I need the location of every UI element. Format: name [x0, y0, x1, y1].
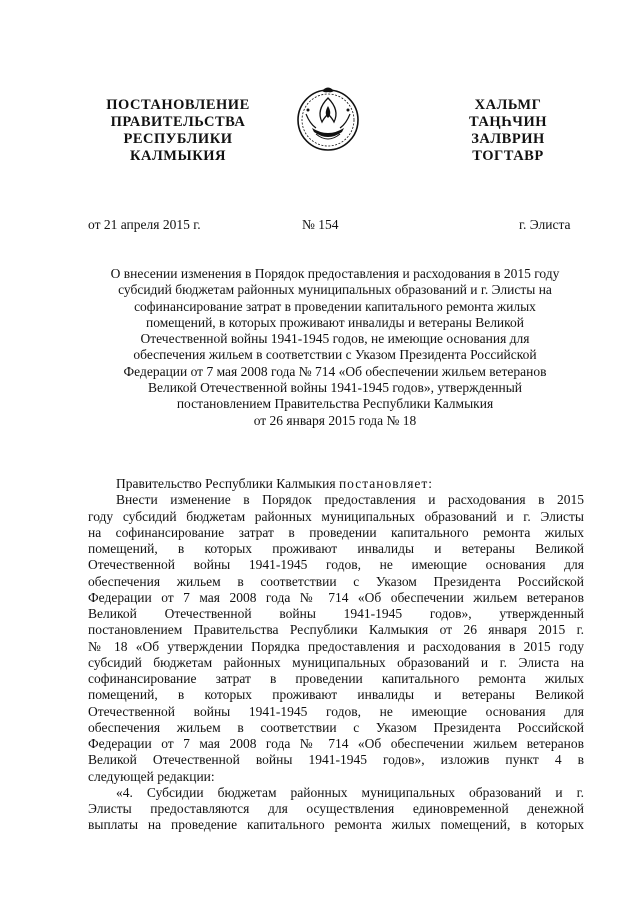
- body-line: Федерации от 7 мая 2008 года № 714 «Об обеспечении жильем ветеранов: [88, 589, 584, 605]
- decree-title: [70, 266, 600, 429]
- decree-body: [88, 476, 584, 834]
- body-line: обеспечения жильем в соответствии с Указом Президента Российской: [88, 573, 584, 589]
- body-line: Великой Отечественной войны 1941-1945 годов», утвержденный: [88, 606, 584, 621]
- body-line: помещений, в которых проживают инвалиды и ветераны Великой: [88, 687, 584, 703]
- title-line: обеспечения жильем в соответствии с Указом Президента Российской: [133, 347, 537, 363]
- body-line: выплаты на проведение капитального ремонта жилых помещений, в которых: [88, 817, 584, 833]
- body-line: Отечественной войны 1941-1945 годов, не имеющие основания для: [88, 557, 584, 573]
- issuer-kalmyk: [418, 97, 598, 165]
- issuer-line: РЕСПУБЛИКИ: [123, 131, 233, 147]
- body-line: Внести изменение в Порядок предоставления и расходования в 2015: [116, 492, 584, 508]
- title-line: помещений, в которых проживают инвалиды и ветераны Великой: [145, 314, 524, 330]
- body-line: № 18 «Об утверждении Порядка предоставления и расходования в 2015 году: [88, 638, 584, 654]
- body-line: обеспечения жильем в соответствии с Указом Президента Российской: [88, 719, 584, 735]
- body-line: «4. Субсидии бюджетам районных муниципальных образований и г.: [116, 784, 584, 800]
- decree-verb: постановляет:: [338, 476, 434, 491]
- body-line: субсидий бюджетам районных муниципальных образований и г. Элиста на: [88, 654, 584, 670]
- kalmykia-coat-of-arms-icon: [294, 84, 362, 154]
- body-line: постановлением Правительства Республики Калмыкия от 26 января 2015 г.: [88, 622, 584, 638]
- decree-number: № 154: [302, 217, 339, 232]
- body-line: Элисты предоставляются для осуществления единовременной денежной: [88, 801, 584, 816]
- body-line: следующей редакции:: [88, 768, 215, 784]
- body-line: Отечественной войны 1941-1945 годов, не имеющие основания для: [88, 703, 584, 719]
- body-line: помещений, в которых проживают инвалиды и ветераны Великой: [88, 541, 584, 556]
- title-line: Федерации от 7 мая 2008 года № 714 «Об обеспечении жильем ветеранов: [123, 363, 547, 379]
- title-line: субсидий бюджетам районных муниципальных образований и г. Элисты на: [118, 282, 552, 298]
- issuer-line: ТАҢҺЧИН: [468, 114, 548, 130]
- body-line: году субсидий бюджетам районных муниципальных образований и г. Элисты: [88, 508, 584, 524]
- decree-intro: Правительство Республики Калмыкия: [116, 476, 336, 491]
- body-line: на софинансирование затрат в проведении капитального ремонта жилых: [88, 524, 584, 540]
- title-line: постановлением Правительства Республики Калмыкия: [176, 396, 494, 412]
- title-line: Отечественной войны 1941-1945 годов, не имеющие основания для: [140, 331, 530, 347]
- title-line: О внесении изменения в Порядок предоставления и расходования в 2015 году: [110, 266, 560, 281]
- issuer-line: ПОСТАНОВЛЕНИЕ: [106, 97, 250, 113]
- title-line: Великой Отечественной войны 1941-1945 годов», утвержденный: [147, 380, 523, 396]
- body-line: Великой Отечественной войны 1941-1945 годов», изложив пункт 4 в: [88, 752, 584, 768]
- issuer-line: ПРАВИТЕЛЬСТВА: [110, 114, 246, 130]
- decree-intro-line: [88, 476, 584, 492]
- issuer-russian: [88, 97, 268, 165]
- title-line: софинансирование затрат в проведении капитального ремонта жилых: [134, 298, 536, 314]
- title-line: от 26 января 2015 года № 18: [253, 412, 417, 428]
- decree-city: г. Элиста: [519, 217, 571, 232]
- decree-date: от 21 апреля 2015 г.: [88, 217, 201, 232]
- body-line: софинансирование затрат в проведении капитального ремонта жилых: [88, 671, 584, 686]
- issuer-line: ХАЛЬМГ: [474, 97, 542, 113]
- issuer-line: ЗАЛВРИН: [471, 131, 545, 147]
- issuer-line: КАЛМЫКИЯ: [130, 148, 226, 164]
- body-line: Федерации от 7 мая 2008 года № 714 «Об обеспечении жильем ветеранов: [88, 736, 584, 751]
- issuer-line: ТОГТАВР: [472, 148, 544, 164]
